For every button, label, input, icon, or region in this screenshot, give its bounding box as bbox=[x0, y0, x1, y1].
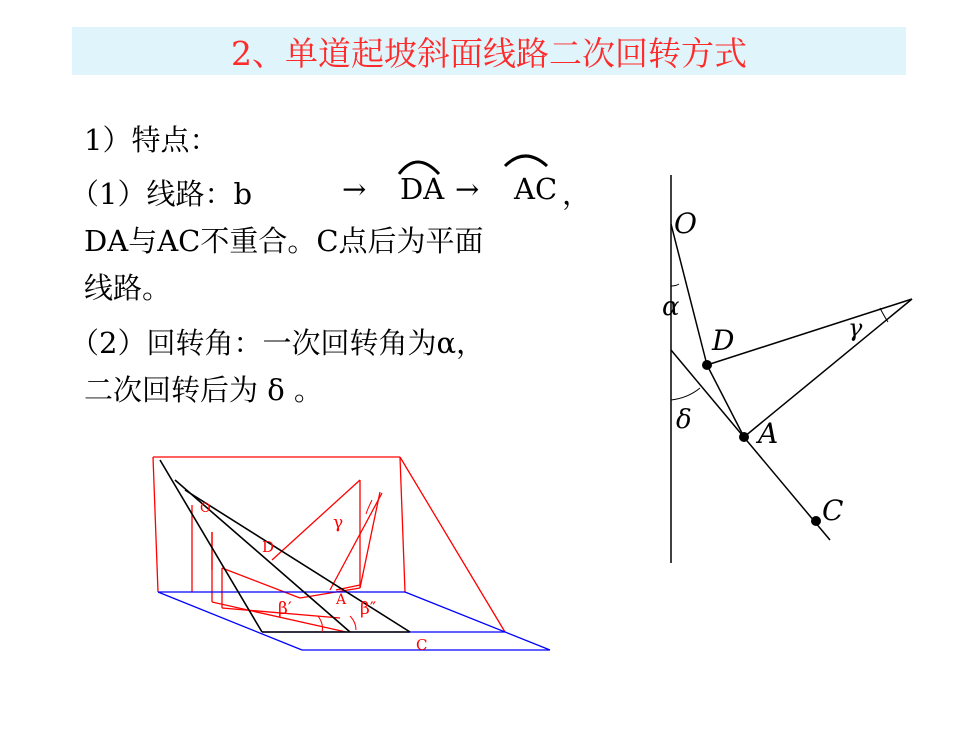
bottom-label-O: O bbox=[200, 501, 211, 516]
label-A: A bbox=[758, 417, 779, 450]
label-alpha: α bbox=[662, 292, 680, 322]
line-second-rotation: 二次回转后为 δ 。 bbox=[84, 373, 323, 407]
label-delta: δ bbox=[676, 405, 692, 435]
line-rotation-angle: （2）回转角：一次回转角为α， bbox=[70, 326, 486, 360]
arc-da-label: DA bbox=[400, 172, 445, 206]
label-gamma: γ bbox=[848, 314, 863, 342]
line-plane-route: 线路。 bbox=[84, 271, 172, 305]
arrow-1: → bbox=[342, 172, 367, 206]
bottom-label-gamma: γ bbox=[333, 513, 344, 533]
bottom-label-D: D bbox=[262, 538, 275, 556]
bottom-label-C: C bbox=[416, 636, 428, 654]
arc-ac-label: AC bbox=[514, 172, 558, 206]
bottom-label-beta1: β′ bbox=[278, 599, 292, 619]
line-not-coincide: DA与AC不重合。C点后为平面 bbox=[84, 224, 484, 258]
label-D: D bbox=[712, 324, 735, 357]
label-C: C bbox=[822, 494, 844, 527]
page-title: 2、单道起坡斜面线路二次回转方式 bbox=[231, 33, 747, 73]
comma: ， bbox=[562, 177, 592, 211]
arrow-2: → bbox=[455, 172, 480, 206]
red-frame bbox=[153, 457, 505, 632]
bottom-label-A: A bbox=[336, 592, 347, 608]
line-feature-heading: 1）特点： bbox=[84, 123, 219, 157]
bottom-label-beta2: β″ bbox=[360, 599, 377, 619]
label-O: O bbox=[674, 207, 697, 240]
line-route-label: （1）线路：b bbox=[70, 177, 253, 211]
